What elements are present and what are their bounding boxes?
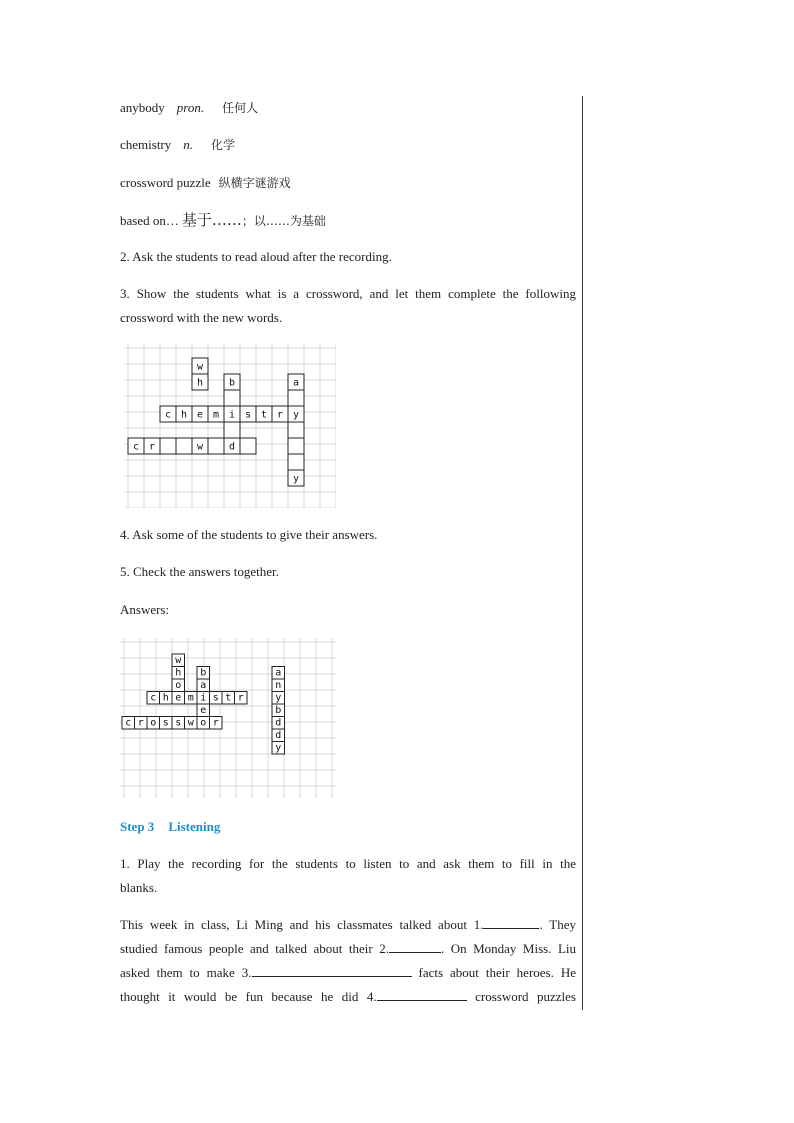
crossword-grid: [124, 344, 336, 508]
puzzle-letter: y: [292, 473, 300, 485]
puzzle-letter: i: [228, 409, 236, 421]
puzzle-letter: w: [196, 361, 204, 373]
vocab-meaning: 基于……: [181, 211, 242, 229]
answer-letter: a: [200, 680, 207, 691]
puzzle-letter: e: [196, 409, 204, 421]
puzzle-letter: h: [180, 409, 188, 421]
passage-line: [120, 937, 576, 961]
vocab-item: [120, 171, 291, 195]
answer-letter: c: [150, 692, 157, 704]
answer-letter: w: [175, 655, 182, 666]
vocab-item: [120, 96, 258, 120]
puzzle-letter: s: [244, 409, 252, 421]
vocab-meaning-rest: ；以……为基础: [241, 214, 326, 228]
passage-line: [120, 961, 576, 985]
answer-letter: r: [237, 692, 244, 704]
answer-letter: d: [275, 717, 282, 729]
answer-letter: c: [125, 717, 132, 729]
vocab-pos: n.: [183, 137, 194, 152]
vocab-word: crossword puzzle: [120, 175, 211, 190]
puzzle-cell[interactable]: [224, 390, 240, 406]
answer-blank-1[interactable]: [483, 917, 539, 929]
answer-letter: s: [212, 692, 219, 704]
vocab-word: chemistry: [120, 137, 172, 152]
vocab-meaning: 纵横字谜游戏: [218, 176, 291, 190]
passage-text: This week in class, Li Ming and his classmates talked about 1.: [120, 917, 484, 932]
answer-letter: y: [275, 742, 282, 754]
puzzle-letter: r: [148, 441, 156, 453]
answer-letter: a: [275, 667, 282, 679]
puzzle-letter: r: [276, 409, 284, 421]
crossword-answer-grid: [120, 638, 336, 798]
vocab-word: based on…: [120, 213, 179, 228]
passage-text: studied famous people and talked about their 2.: [120, 941, 389, 956]
answer-letter: r: [212, 717, 219, 729]
answer-letter: r: [137, 717, 144, 729]
puzzle-letter: y: [292, 409, 300, 421]
answer-letter: o: [150, 717, 157, 729]
listening-instruction-line1: 1. Play the recording for the students to listen to and ask them to fill in the: [120, 856, 576, 871]
answer-letter: h: [162, 692, 169, 704]
answer-letter: o: [200, 717, 207, 729]
answer-letter: n: [275, 680, 282, 691]
answer-letter: e: [175, 692, 182, 704]
passage-text: . They: [539, 917, 576, 932]
vocab-item: [120, 208, 326, 233]
crossword-puzzle-blank: [124, 344, 336, 508]
vocab-word: anybody: [120, 100, 165, 115]
crossword-puzzle-answers: [120, 638, 336, 798]
puzzle-letter: h: [196, 377, 204, 389]
passage-text: . On Monday Miss. Liu: [440, 941, 577, 956]
step-4-text: 4. Ask some of the students to give their answers.: [120, 527, 378, 542]
listening-instruction-line2: blanks.: [120, 880, 158, 895]
answer-blank-3[interactable]: [252, 965, 412, 977]
puzzle-letter: c: [132, 441, 140, 453]
puzzle-letter: w: [196, 441, 204, 453]
step-2-text: 2. Ask the students to read aloud after the recording.: [120, 249, 392, 264]
puzzle-letter: a: [292, 377, 300, 389]
puzzle-cell[interactable]: [240, 438, 256, 454]
answer-letter: d: [275, 730, 282, 741]
step-title: Listening: [168, 819, 221, 834]
passage-text: asked them to make 3.: [120, 965, 252, 980]
puzzle-letter: t: [260, 409, 268, 421]
puzzle-letter: c: [164, 409, 172, 421]
vocab-pos: pron.: [176, 100, 205, 115]
step-3-heading: [120, 818, 220, 836]
vocab-meaning: 任何人: [222, 101, 259, 115]
passage-line: [120, 985, 576, 1009]
answer-letter: b: [200, 667, 207, 679]
answer-letter: o: [175, 680, 182, 691]
column-rule: [582, 96, 583, 1010]
step-5-text: 5. Check the answers together.: [120, 564, 279, 579]
answer-letter: e: [200, 705, 207, 716]
puzzle-letter: m: [212, 409, 220, 421]
answer-letter: w: [187, 717, 194, 729]
answer-letter: m: [187, 692, 194, 704]
answer-blank-4[interactable]: [377, 989, 467, 1001]
puzzle-cell[interactable]: [288, 390, 304, 406]
passage-text: crossword puzzles: [466, 989, 576, 1004]
puzzle-letter: d: [228, 441, 236, 453]
answer-letter: i: [200, 692, 207, 704]
puzzle-cell[interactable]: [224, 422, 240, 438]
puzzle-cell[interactable]: [288, 438, 304, 454]
puzzle-cell[interactable]: [176, 438, 192, 454]
puzzle-cell[interactable]: [208, 438, 224, 454]
answers-label: Answers:: [120, 602, 170, 617]
step-label: Step 3: [120, 819, 155, 834]
puzzle-letter: b: [228, 377, 236, 389]
passage-text: facts about their heroes. He: [411, 965, 576, 980]
answer-letter: b: [275, 705, 282, 716]
answer-letter: y: [275, 692, 282, 704]
answer-blank-2[interactable]: [389, 941, 441, 953]
answer-letter: h: [175, 667, 182, 679]
step-3-text-line1: 3. Show the students what is a crossword, and let them complete the following: [120, 286, 576, 301]
answer-letter: t: [225, 692, 232, 704]
step-3-text-line2: crossword with the new words.: [120, 310, 283, 325]
puzzle-cell[interactable]: [160, 438, 176, 454]
puzzle-cell[interactable]: [288, 422, 304, 438]
passage-text: thought it would be fun because he did 4.: [120, 989, 377, 1004]
answer-letter: s: [162, 717, 169, 729]
puzzle-cell[interactable]: [288, 454, 304, 470]
answer-letter: s: [175, 717, 182, 729]
vocab-meaning: 化学: [211, 138, 236, 152]
vocab-item: [120, 133, 235, 157]
passage-line: [120, 913, 576, 937]
